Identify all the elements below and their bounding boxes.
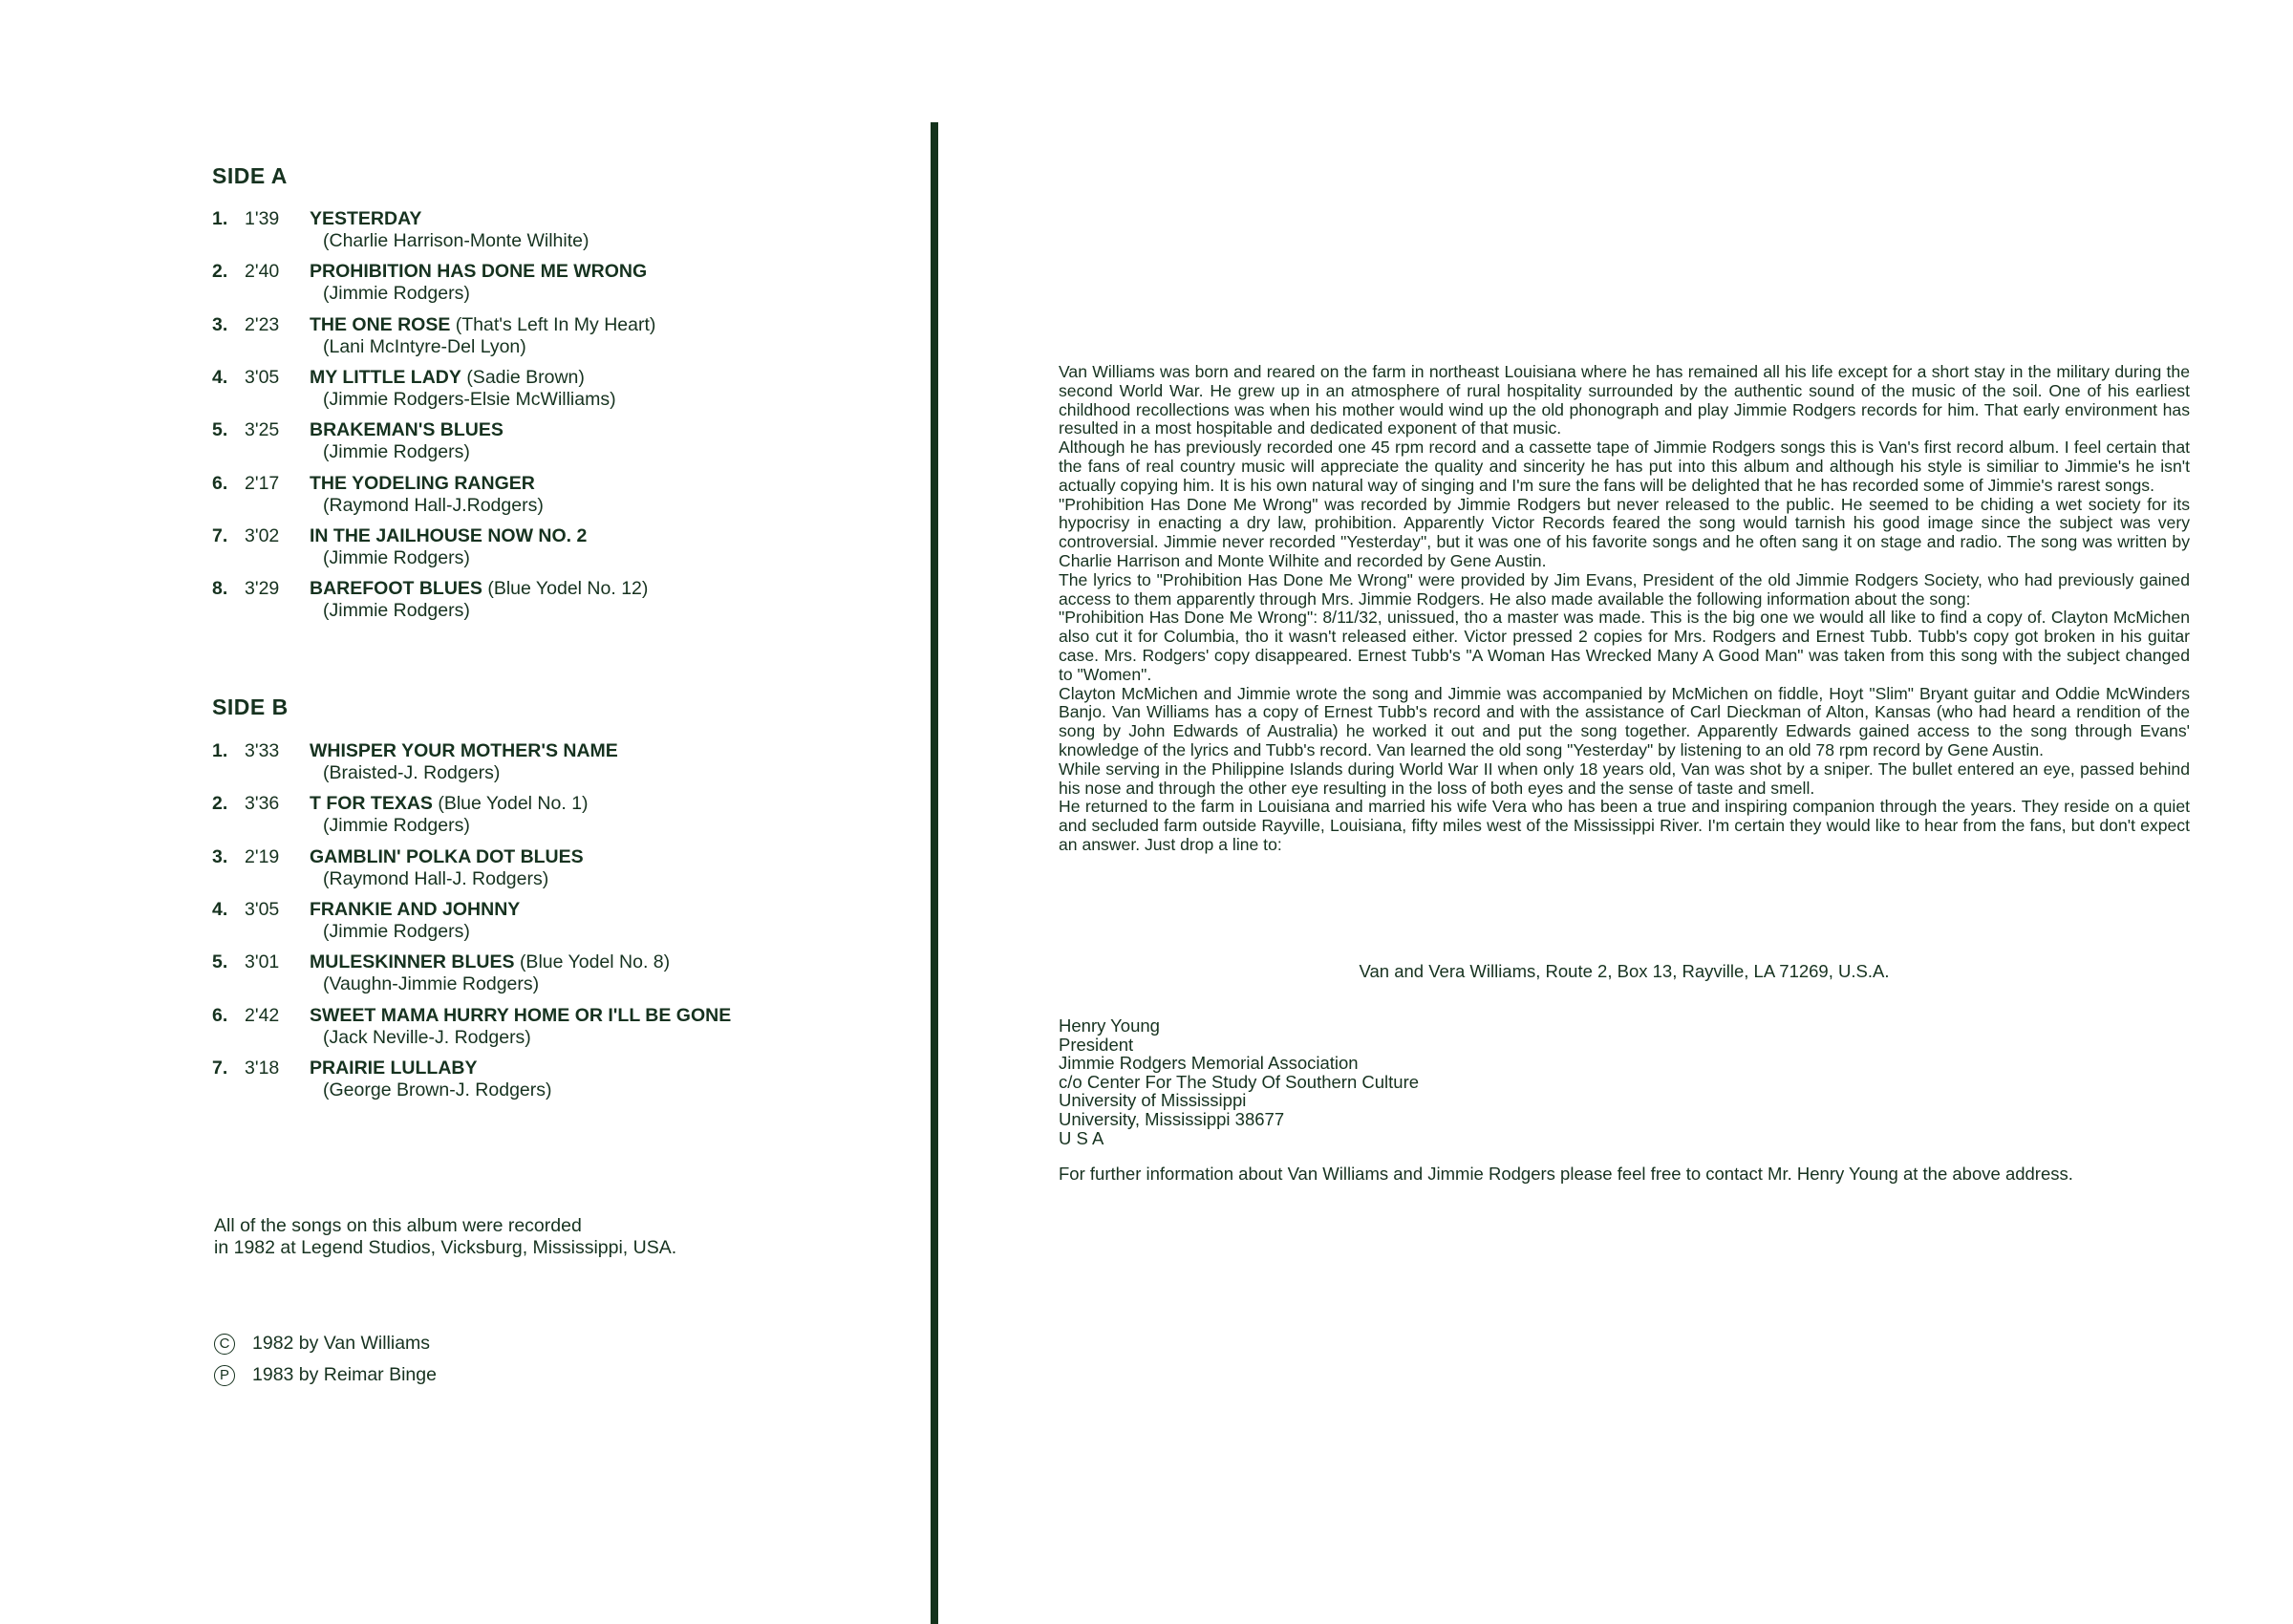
track-duration: 3'36 <box>245 793 280 815</box>
track-title: IN THE JAILHOUSE NOW NO. 2 <box>310 524 588 546</box>
liner-paragraph: Clayton McMichen and Jimmie wrote the song and Jimmie was accompanied by McMichen on fiddle, Hoyt "Slim" Bryant guitar and Oddie McWinders Banjo. Van Williams has a copy of Ernest Tubb's record and with the assistance of Carl Dieckman of Alton, Kansas (who had heard a rendition of the song by John Edwards of Australia) he worked it out and put the song together. Apparently Edwards gained access to the song through Evans' knowledge of the lyrics and Tubb's record. Van learned the old song "Yesterday" by listening to an old 78 rpm record by Gene Austin. <box>1059 683 2190 759</box>
track-title: SWEET MAMA HURRY HOME OR I'LL BE GONE <box>310 1004 732 1026</box>
signature-line: University of Mississippi <box>1059 1090 1247 1111</box>
track-row <box>212 419 900 467</box>
signature-line: Jimmie Rodgers Memorial Association <box>1059 1053 1359 1074</box>
track-row <box>212 525 900 573</box>
track-title-line <box>310 846 584 868</box>
track-title-line <box>310 367 585 389</box>
track-credit: (Charlie Harrison-Monte Wilhite) <box>323 230 589 251</box>
track-duration: 3'01 <box>245 951 280 973</box>
phonogram-line <box>214 1364 437 1386</box>
fan-address: Van and Vera Williams, Route 2, Box 13, Rayville, LA 71269, U.S.A. <box>1359 961 1890 981</box>
track-row <box>212 208 900 256</box>
track-credit: (Jimmie Rodgers) <box>323 920 470 942</box>
track-row <box>212 793 900 841</box>
track-number: 5. <box>212 419 228 441</box>
track-row <box>212 473 900 521</box>
track-number: 4. <box>212 898 228 920</box>
track-title: WHISPER YOUR MOTHER'S NAME <box>310 740 618 761</box>
track-title-line <box>310 525 587 547</box>
track-title: THE YODELING RANGER <box>310 472 535 494</box>
track-credit: (Jack Neville-J. Rodgers) <box>323 1026 531 1048</box>
track-credit: (Jimmie Rodgers) <box>323 546 470 568</box>
track-title-line <box>310 1005 731 1027</box>
signature-line: c/o Center For The Study Of Southern Culture <box>1059 1071 1420 1092</box>
copyright-line <box>214 1333 430 1355</box>
track-title-line <box>310 578 648 600</box>
track-title-line <box>310 1058 478 1079</box>
track-credit: (Jimmie Rodgers) <box>323 441 470 463</box>
track-credit: (Vaughn-Jimmie Rodgers) <box>323 973 540 995</box>
track-credit: (Raymond Hall-J. Rodgers) <box>323 867 549 889</box>
phonogram-text: 1983 by Reimar Binge <box>252 1364 437 1385</box>
phonogram-icon: P <box>214 1365 235 1386</box>
liner-notes <box>1059 363 2190 855</box>
track-credit: (Braisted-J. Rodgers) <box>323 762 501 783</box>
liner-paragraph: "Prohibition Has Done Me Wrong" was recorded by Jimmie Rodgers but never released to the public. He seemed to be chiding a wet society for its hypocrisy in enacting a dry law, prohibition. Apparently Victor Records feared the song would tarnish his good image since the subject was very controversial. Jimmie never recorded "Yesterday", but it was one of his favorite songs and he often sang it on stage and radio. The song was written by Charlie Harrison and Monte Wilhite and recorded by Gene Austin. <box>1059 494 2190 570</box>
copyright-icon: C <box>214 1334 235 1355</box>
track-row <box>212 314 900 362</box>
track-credit: (George Brown-J. Rodgers) <box>323 1079 552 1100</box>
track-title-line <box>310 899 520 921</box>
side-b-heading: SIDE B <box>212 694 289 719</box>
recording-note-line-2: in 1982 at Legend Studios, Vicksburg, Mississippi, USA. <box>214 1237 677 1258</box>
track-duration: 2'17 <box>245 472 280 494</box>
signature-line: U S A <box>1059 1127 1104 1148</box>
track-row <box>212 899 900 947</box>
track-title: MY LITTLE LADY <box>310 366 461 388</box>
track-credit: (Raymond Hall-J.Rodgers) <box>323 494 544 516</box>
track-title: PRAIRIE LULLABY <box>310 1057 478 1079</box>
track-number: 1. <box>212 740 228 761</box>
track-title: BAREFOOT BLUES <box>310 578 482 600</box>
recording-note-line-1: All of the songs on this album were recorded <box>214 1215 582 1236</box>
track-number: 7. <box>212 524 228 546</box>
track-title: PROHIBITION HAS DONE ME WRONG <box>310 261 648 283</box>
track-number: 3. <box>212 845 228 867</box>
track-title: YESTERDAY <box>310 208 422 229</box>
track-title: BRAKEMAN'S BLUES <box>310 419 504 441</box>
liner-paragraph: The lyrics to "Prohibition Has Done Me Wrong" were provided by Jim Evans, President of the old Jimmie Rodgers Society, who had previously gained access to them apparently through Mrs. Jimmie Rodgers. He also made available the following information about the song: <box>1059 569 2190 609</box>
track-row <box>212 740 900 788</box>
track-duration: 3'29 <box>245 578 280 600</box>
track-number: 1. <box>212 208 228 229</box>
copyright-text: 1982 by Van Williams <box>252 1333 431 1354</box>
track-credit: (Jimmie Rodgers-Elsie McWilliams) <box>323 388 616 410</box>
track-number: 3. <box>212 313 228 335</box>
track-title: T FOR TEXAS <box>310 793 433 815</box>
signature-line: President <box>1059 1034 1134 1055</box>
track-row <box>212 1058 900 1105</box>
track-duration: 2'19 <box>245 845 280 867</box>
track-credit: (Jimmie Rodgers) <box>323 815 470 837</box>
track-number: 7. <box>212 1057 228 1079</box>
track-subtitle: (Blue Yodel No. 12) <box>487 578 649 600</box>
track-duration: 3'25 <box>245 419 280 441</box>
recording-note <box>214 1215 883 1259</box>
liner-paragraph: Van Williams was born and reared on the farm in northeast Louisiana where he has remained all his life except for a short stay in the military during the second World War. He grew up in an atmosphere of rural hospitality surrounded by the authentic sound of the music of the soil. One of his earliest childhood recollections was when his mother would wind up the old phonograph and play Jimmie Rodgers records for him. That early environment has resulted in a most hospitable and dedicated exponent of that music. <box>1059 362 2190 438</box>
track-row <box>212 846 900 894</box>
track-title: FRANKIE AND JOHNNY <box>310 898 521 920</box>
track-duration: 3'18 <box>245 1057 280 1079</box>
track-row <box>212 1005 900 1053</box>
track-title-line <box>310 261 647 283</box>
track-duration: 1'39 <box>245 208 280 229</box>
track-title-line <box>310 419 504 441</box>
track-credit: (Lani McIntyre-Del Lyon) <box>323 335 526 357</box>
track-subtitle: (Blue Yodel No. 1) <box>438 793 589 815</box>
track-title-line <box>310 740 618 762</box>
track-credit: (Jimmie Rodgers) <box>323 600 470 622</box>
track-title: GAMBLIN' POLKA DOT BLUES <box>310 845 584 867</box>
track-duration: 3'02 <box>245 524 280 546</box>
track-number: 4. <box>212 366 228 388</box>
liner-paragraph: While serving in the Philippine Islands during World War II when only 18 years old, Van was shot by a sniper. The bullet entered an eye, passed behind his nose and through the other eye resulting in the loss of both eyes and the sense of taste and smell. <box>1059 759 2190 798</box>
track-number: 6. <box>212 472 228 494</box>
track-row <box>212 578 900 626</box>
further-info: For further information about Van Williams and Jimmie Rodgers please feel free to contact Mr. Henry Young at the above address. <box>1059 1164 2073 1184</box>
track-title-line <box>310 793 589 815</box>
track-credit: (Jimmie Rodgers) <box>323 283 470 305</box>
track-title: MULESKINNER BLUES <box>310 951 515 973</box>
track-title-line <box>310 951 670 973</box>
track-row <box>212 367 900 415</box>
liner-paragraph: "Prohibition Has Done Me Wrong": 8/11/32, unissued, tho a master was made. This is the big one we would all like to find a copy of. Clayton McMichen also cut it for Columbia, tho it wasn't released either. Victor pressed 2 copies for Mrs. Rodgers and Ernest Tubb. Tubb's copy got broken in his guitar case. Mrs. Rodgers' copy disappeared. Ernest Tubb's "A Woman Has Wrecked Many A Good Man" was taken from this song with the subject changed to "Women". <box>1059 608 2190 684</box>
track-number: 5. <box>212 951 228 973</box>
track-number: 8. <box>212 578 228 600</box>
signature-line: Henry Young <box>1059 1015 1160 1036</box>
track-row <box>212 261 900 309</box>
track-duration: 2'40 <box>245 261 280 283</box>
track-subtitle: (Sadie Brown) <box>466 366 585 388</box>
side-a-heading: SIDE A <box>212 163 288 188</box>
track-number: 2. <box>212 793 228 815</box>
center-divider <box>931 122 938 1624</box>
track-subtitle: (Blue Yodel No. 8) <box>519 951 671 973</box>
track-number: 6. <box>212 1004 228 1026</box>
track-title-line <box>310 208 421 230</box>
track-title: THE ONE ROSE <box>310 313 451 335</box>
track-title-line <box>310 314 655 336</box>
track-title-line <box>310 473 535 495</box>
track-duration: 3'05 <box>245 366 280 388</box>
track-duration: 3'33 <box>245 740 280 761</box>
track-duration: 2'23 <box>245 313 280 335</box>
track-row <box>212 951 900 999</box>
signature-line: University, Mississippi 38677 <box>1059 1108 1285 1129</box>
signature-block <box>1059 1016 1419 1147</box>
track-duration: 2'42 <box>245 1004 280 1026</box>
liner-paragraph: Although he has previously recorded one 45 rpm record and a cassette tape of Jimmie Rodgers songs this is Van's first record album. I feel certain that the fans of real country music will appreciate the quality and sincerity he has put into this album and although his style is similiar to Jimmie's he isn't actually copying him. It is his own natural way of singing and I'm sure the fans will be delighted that he has recorded some of Jimmie's rarest songs. <box>1059 438 2190 495</box>
liner-paragraph: He returned to the farm in Louisiana and married his wife Vera who has been a true and inspiring companion through the years. They reside on a quiet and secluded farm outside Rayville, Louisiana, fifty miles west of the Mississippi River. I'm certain they would like to hear from the fans, but don't expect an answer. Just drop a line to: <box>1059 797 2190 854</box>
track-duration: 3'05 <box>245 898 280 920</box>
track-subtitle: (That's Left In My Heart) <box>455 313 656 335</box>
track-number: 2. <box>212 261 228 283</box>
